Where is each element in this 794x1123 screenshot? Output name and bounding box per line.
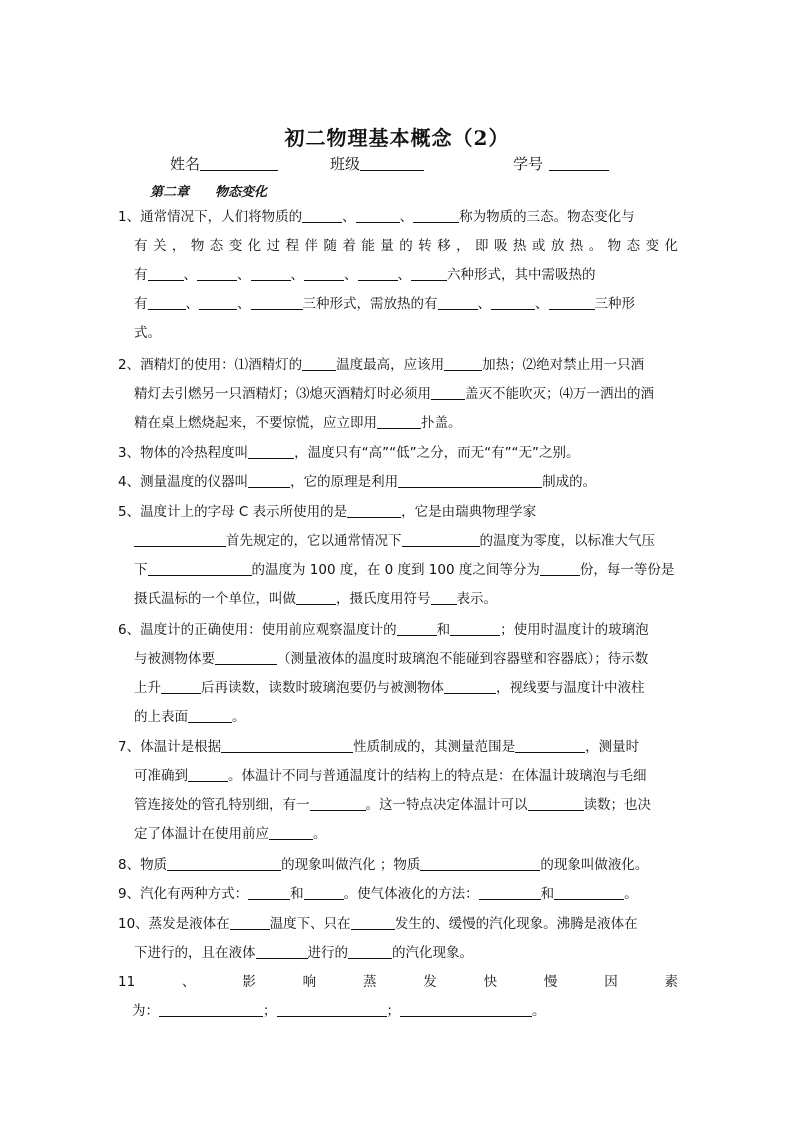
question-text: 的现象叫做汽化 ；物质 <box>281 857 421 873</box>
blank[interactable] <box>351 913 395 930</box>
question-text: 蒸 <box>362 974 377 990</box>
question-text: ；使用时温度计的玻璃泡 <box>500 622 649 638</box>
blank[interactable] <box>269 823 313 840</box>
question-text: ，它的原理是利用 <box>290 474 399 490</box>
question-text: 、 <box>183 267 197 283</box>
question-text: ，测量时 <box>585 739 640 755</box>
name-label: 姓名 <box>170 155 201 173</box>
question-text: 上升 <box>134 680 161 696</box>
blank[interactable] <box>134 530 226 547</box>
question-11 <box>118 968 678 1026</box>
question-text: 2、酒精灯的使用：⑴酒精灯的 <box>118 357 303 373</box>
question-text: 快 <box>483 974 498 990</box>
blank[interactable] <box>549 293 595 310</box>
question-text: ； <box>386 1003 400 1019</box>
question-text: 8、物质 <box>118 857 168 873</box>
blank[interactable] <box>444 354 482 371</box>
blank[interactable] <box>199 293 237 310</box>
blank[interactable] <box>230 913 270 930</box>
question-text: 为： <box>132 1003 159 1019</box>
question-text: 、 <box>477 296 491 312</box>
question-text: 、 <box>182 974 196 990</box>
blank[interactable] <box>248 883 290 900</box>
blank[interactable] <box>400 1000 532 1017</box>
student-id-blank[interactable] <box>549 154 609 171</box>
question-text: 的上表面 <box>134 709 188 725</box>
student-id-label: 学号 <box>513 155 544 173</box>
question-text: 读数；也决 <box>583 797 651 813</box>
blank[interactable] <box>256 942 308 959</box>
question-text: 制成的。 <box>542 474 597 490</box>
question-text: 9、汽化有两种方式： <box>118 886 249 902</box>
blank[interactable] <box>402 530 480 547</box>
question-text: 的温度为 100 度，在 0 度到 100 度之间等分为 <box>251 562 540 578</box>
question-text: 11 <box>118 974 136 990</box>
question-text: 、 <box>237 267 251 283</box>
question-text: 发 <box>423 974 437 990</box>
question-text: 精在桌上燃烧起来，不要惊慌，应立即用 <box>134 415 377 431</box>
question-text: 称为物质的三态。物态变化与 <box>459 209 635 225</box>
question-text: 。 <box>313 826 327 842</box>
blank[interactable] <box>540 559 580 576</box>
question-text: 的温度为零度，以标准大气压 <box>479 533 655 549</box>
question-text: 、 <box>290 267 304 283</box>
question-7 <box>118 733 678 849</box>
name-field[interactable] <box>170 153 278 174</box>
question-text: 定了体温计在使用前应 <box>134 826 269 842</box>
blank[interactable] <box>215 648 277 665</box>
blank[interactable] <box>251 293 303 310</box>
question-text: 精灯去引燃另一只酒精灯；⑶熄灭酒精灯时必须用 <box>134 386 431 402</box>
blank[interactable] <box>277 1000 387 1017</box>
question-10 <box>118 910 678 968</box>
question-text: 。这一特点决定体温计可以 <box>365 797 528 813</box>
blank[interactable] <box>528 794 584 811</box>
question-text: 、 <box>344 267 358 283</box>
question-text: ； <box>263 1003 277 1019</box>
blank[interactable] <box>302 354 336 371</box>
question-text: ，它是由瑞典物理学家 <box>401 504 537 520</box>
question-text: 首先规定的，它以通常情况下 <box>226 533 402 549</box>
question-text: 性质制成的，其测量范围是 <box>353 739 516 755</box>
blank[interactable] <box>413 206 459 223</box>
blank[interactable] <box>248 442 294 459</box>
question-text: 1、通常情况下，人们将物质的 <box>118 209 303 225</box>
question-text: 三种形 <box>594 296 635 312</box>
question-text: 有 <box>134 267 148 283</box>
blank[interactable] <box>188 706 232 723</box>
blank[interactable] <box>248 471 290 488</box>
question-text: 影 <box>242 974 256 990</box>
blank[interactable] <box>444 677 496 694</box>
question-text: 盖灭不能吹灭；⑷万一洒出的酒 <box>465 386 654 402</box>
question-text: 有 <box>134 296 148 312</box>
student-id-field[interactable] <box>513 153 609 174</box>
question-text: 可准确到 <box>134 768 188 784</box>
question-text: 温度最高，应该用 <box>336 357 445 373</box>
blank[interactable] <box>398 471 542 488</box>
blank[interactable] <box>377 412 421 429</box>
question-text: 的现象叫做液化。 <box>540 857 649 873</box>
question-text: 加热；⑵绝对禁止用一只酒 <box>482 357 645 373</box>
question-text: 摄氏温标的一个单位，叫做 <box>134 591 296 607</box>
question-9 <box>118 880 678 909</box>
question-2 <box>118 351 678 438</box>
blank[interactable] <box>431 383 465 400</box>
question-5 <box>118 498 678 614</box>
blank[interactable] <box>358 264 398 281</box>
question-text: ，温度只有“高”“低”之分，而无“有”“无”之别。 <box>294 445 580 461</box>
blank[interactable] <box>554 883 624 900</box>
blank[interactable] <box>515 736 585 753</box>
class-blank[interactable] <box>360 154 424 171</box>
question-text: 10、蒸发是液体在 <box>118 916 230 932</box>
blank[interactable] <box>491 293 535 310</box>
chapter-name: 物态变化 <box>215 185 268 200</box>
blank[interactable] <box>159 1000 263 1017</box>
question-text: 三种形式，需放热的有 <box>302 296 438 312</box>
question-text: 扑盖。 <box>421 415 462 431</box>
question-text: 六种形式，其中需吸热的 <box>447 267 596 283</box>
question-text: 的汽化现象。 <box>392 945 473 961</box>
question-text: 5、温度计上的字母 C 表示所使用的是 <box>118 504 348 520</box>
question-text: 温度下、只在 <box>269 916 351 932</box>
class-label: 班级 <box>330 155 361 173</box>
blank[interactable] <box>197 264 237 281</box>
blank[interactable] <box>148 264 184 281</box>
blank[interactable] <box>450 619 500 636</box>
question-text: （测量液体的温度时玻璃泡不能碰到容器壁和容器底）；待示数 <box>277 651 649 667</box>
question-text: 后再读数，读数时玻璃泡要仍与被测物体 <box>201 680 444 696</box>
blank[interactable] <box>348 942 392 959</box>
blank[interactable] <box>411 264 447 281</box>
question-text: 响 <box>302 974 317 990</box>
blank[interactable] <box>304 883 344 900</box>
blank[interactable] <box>251 264 291 281</box>
page-title: 初二物理基本概念（2） <box>284 126 510 150</box>
question-text: 、 <box>237 296 251 312</box>
question-text: 进行的 <box>307 945 348 961</box>
question-text: ，视线要与温度计中液柱 <box>496 680 645 696</box>
question-text: 。使气体液化的方法： <box>343 886 479 902</box>
question-1 <box>118 203 678 348</box>
question-text: 素 <box>664 974 678 990</box>
question-text: 慢 <box>543 974 558 990</box>
question-11-heading <box>118 968 678 997</box>
question-text: 。 <box>624 886 638 902</box>
question-8 <box>118 851 678 880</box>
blank[interactable] <box>397 619 437 636</box>
question-text: 发生的、缓慢的汽化现象。沸腾是液体在 <box>394 916 638 932</box>
question-text: 式。 <box>134 325 161 341</box>
question-text: 、 <box>397 267 411 283</box>
question-text: 和 <box>540 886 555 902</box>
class-field[interactable] <box>330 153 424 174</box>
question-text: 7、体温计是根据 <box>118 739 222 755</box>
chapter-heading <box>150 181 293 200</box>
blank[interactable] <box>438 293 478 310</box>
chapter-number: 第二章 <box>150 185 190 200</box>
question-text: 下 <box>134 562 148 578</box>
question-6 <box>118 616 678 732</box>
blank[interactable] <box>356 206 400 223</box>
question-text: 份，每一等份是 <box>579 562 675 578</box>
question-text: 。体温计不同与普通温度计的结构上的特点是：在体温计玻璃泡与毛细 <box>228 768 647 784</box>
question-text: 6、温度计的正确使用：使用前应观察温度计的 <box>118 622 397 638</box>
question-text: 、 <box>185 296 199 312</box>
blank[interactable] <box>167 854 281 871</box>
question-text: 、 <box>399 209 414 225</box>
question-text: 有关，物态变化过程伴随着能量的转移，即吸热或放热。物态变化 <box>134 238 678 254</box>
blank[interactable] <box>148 293 186 310</box>
blank[interactable] <box>304 264 344 281</box>
blank[interactable] <box>431 588 457 605</box>
question-3 <box>118 439 678 468</box>
blank[interactable] <box>420 854 540 871</box>
question-text: 表示。 <box>456 591 497 607</box>
question-text: 、 <box>342 209 356 225</box>
question-text: 和 <box>436 622 451 638</box>
question-text: 。 <box>232 709 246 725</box>
blank[interactable] <box>148 559 252 576</box>
blank[interactable] <box>347 501 401 518</box>
question-text: 、 <box>535 296 549 312</box>
blank[interactable] <box>296 588 336 605</box>
blank[interactable] <box>302 206 342 223</box>
blank[interactable] <box>479 883 541 900</box>
blank[interactable] <box>310 794 366 811</box>
question-4 <box>118 468 678 497</box>
question-text: 管连接处的管孔特别细，有一 <box>134 797 310 813</box>
question-text: 和 <box>290 886 304 902</box>
name-blank[interactable] <box>200 154 278 171</box>
question-text: 因 <box>604 974 618 990</box>
blank[interactable] <box>188 765 228 782</box>
blank[interactable] <box>221 736 353 753</box>
question-text: ，摄氏度用符号 <box>336 591 431 607</box>
question-text: 与被测物体要 <box>134 651 215 667</box>
question-text: 4、测量温度的仪器叫 <box>118 474 249 490</box>
question-text: 。 <box>532 1003 546 1019</box>
question-text: 下进行的，且在液体 <box>134 945 256 961</box>
blank[interactable] <box>161 677 201 694</box>
question-text: 3、物体的冷热程度叫 <box>118 445 249 461</box>
